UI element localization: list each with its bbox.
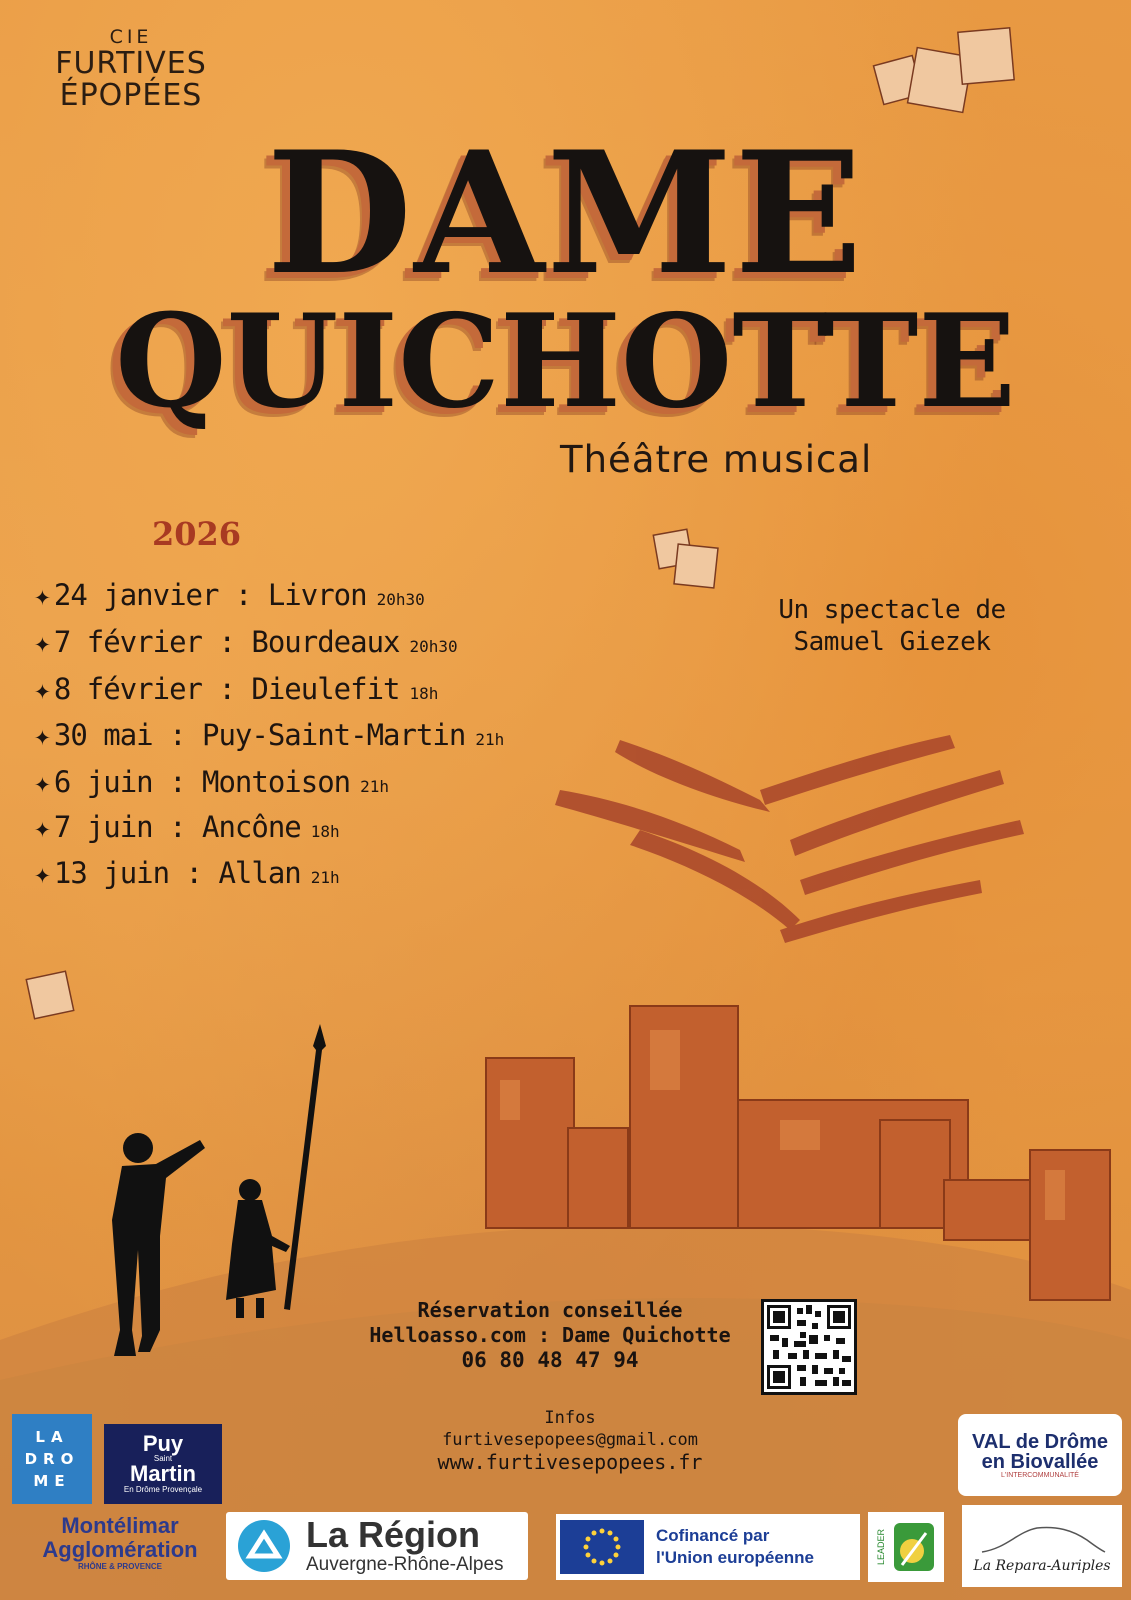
reservation-line-2: Helloasso.com : Dame Quichotte [369,1323,731,1347]
company-line-2: ÉPOPÉES [59,78,203,113]
reservation-line-1: Réservation conseillée [417,1298,683,1322]
puy-logo-line-1: Puy [142,1431,184,1456]
montelimar-agglomeration-logo [30,1512,210,1572]
date-label: 8 février : Dieulefit [53,672,400,706]
drome-logo-line: DRO [24,1450,80,1468]
date-label: 6 juin : Montoison [53,765,351,799]
date-item [34,578,425,612]
date-label: 13 juin : Allan [53,856,301,890]
infos-label: Infos [544,1408,596,1428]
date-time: 20h30 [376,590,425,609]
title-line-1: DAME [266,114,865,312]
date-item [34,810,340,844]
company-name [36,26,226,112]
star-icon: ✦ [34,811,50,844]
date-time: 18h [409,684,439,703]
la-region-logo [226,1512,528,1580]
star-icon: ✦ [34,719,50,752]
contact-website[interactable]: www.furtivesepopees.fr [437,1450,703,1474]
region-line-1: La Région [306,1514,481,1555]
drome-logo-line: ME [33,1472,71,1490]
company-prefix: CIE [109,26,153,48]
puy-logo-small: Saint [153,1454,173,1463]
date-time: 18h [310,822,340,841]
la-repara-auriples-logo [962,1505,1122,1587]
puy-saint-martin-logo [104,1424,222,1504]
val-de-drome-logo [958,1414,1122,1496]
date-label: 24 janvier : Livron [53,578,367,612]
sky-brushstrokes [555,735,1024,943]
eu-cofinance-logo [556,1514,860,1580]
puy-logo-line-2: Martin [130,1461,196,1486]
val-tag: L'INTERCOMMUNALITÉ [1001,1471,1079,1479]
author-credit [752,594,1032,658]
contact-info [360,1407,780,1473]
date-item [34,672,438,706]
val-line-2: en Biovallée [981,1450,1099,1473]
val-line-1: VAL de Drôme [972,1430,1108,1453]
contact-email[interactable]: furtivesepopees@gmail.com [442,1430,698,1450]
title-line-2: QUICHOTTE [115,287,1016,437]
mountain-sketch-icon [977,1518,1107,1558]
leader-logo [868,1512,944,1582]
date-time: 21h [360,777,390,796]
region-emblem-icon [236,1518,292,1574]
reservation-info [330,1298,770,1373]
year-label: 2026 [152,515,242,553]
author-line-1: Un spectacle de [778,595,1006,625]
montelimar-line-1: Montélimar [61,1512,179,1538]
eu-line-1: Cofinancé par [656,1526,770,1545]
star-icon: ✦ [34,673,50,706]
drome-logo-line: LA [35,1428,69,1446]
date-time: 21h [310,868,340,887]
genre-subtitle: Théâtre musical [560,438,873,481]
eu-flag-icon [560,1520,644,1574]
date-label: 30 mai : Puy-Saint-Martin [53,718,466,752]
leader-emblem-icon [892,1521,936,1573]
la-drome-logo [12,1414,92,1504]
date-time: 21h [475,730,505,749]
montelimar-line-2: Agglomération [42,1536,198,1562]
qr-code[interactable] [761,1299,857,1395]
date-item [34,856,340,890]
repara-label: La Repara-Auriples [973,1558,1111,1574]
eu-line-2: l'Union européenne [656,1548,814,1567]
puy-logo-tag: En Drôme Provençale [123,1485,203,1494]
star-icon: ✦ [34,626,50,659]
reservation-phone: 06 80 48 47 94 [461,1348,639,1372]
date-item [34,765,389,799]
date-label: 7 février : Bourdeaux [53,625,400,659]
star-icon: ✦ [34,766,50,799]
date-time: 20h30 [409,637,458,656]
region-line-2: Auvergne-Rhône-Alpes [306,1554,504,1575]
qr-code-icon [764,1302,854,1392]
author-line-2: Samuel Giezek [793,627,991,657]
montelimar-tag: RHÔNE & PROVENCE [77,1561,162,1571]
company-line-1: FURTIVES [55,46,207,81]
leader-label: LEADER [876,1528,886,1565]
date-label: 7 juin : Ancône [53,810,301,844]
star-icon: ✦ [34,857,50,890]
date-item [34,718,504,752]
date-item [34,625,458,659]
star-icon: ✦ [34,579,50,612]
